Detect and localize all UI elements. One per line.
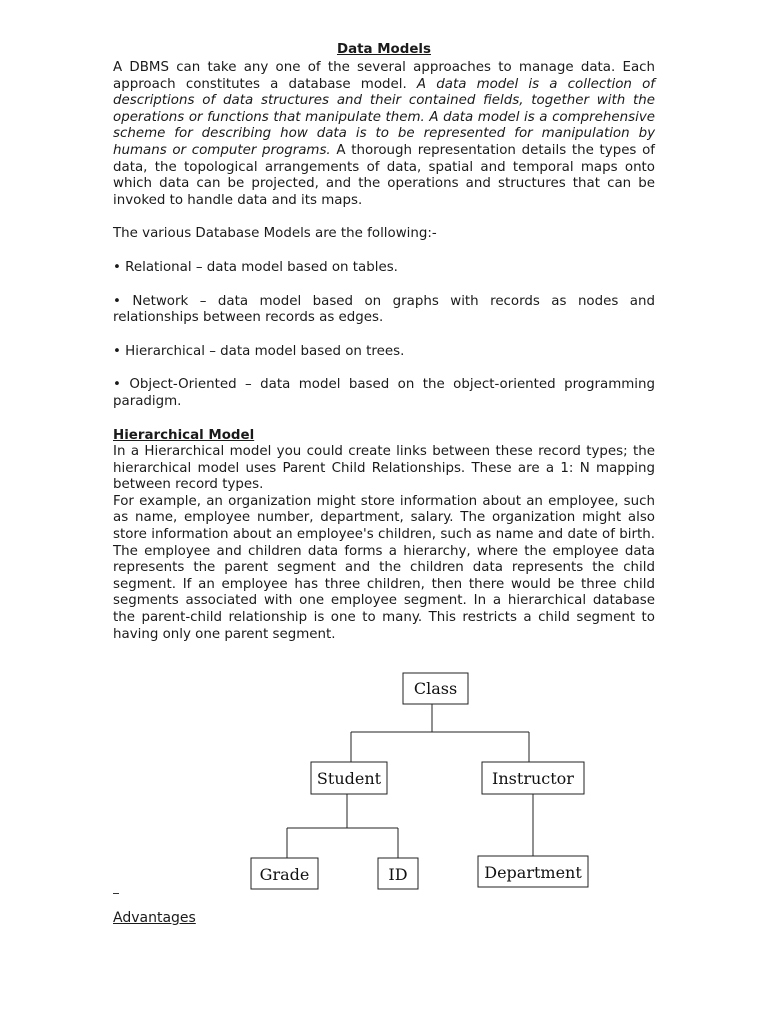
hierarchical-para-1: In a Hierarchical model you could create links between these record types; the hierarchical model uses Parent Child Relationships. These are a 1: N mapping between record types. bbox=[113, 444, 655, 493]
bullet-hierarchical: • Hierarchical – data model based on trees. bbox=[113, 343, 405, 359]
advantages-heading: Advantages bbox=[113, 910, 196, 926]
page-title: Data Models bbox=[336, 42, 431, 57]
node-grade-label: Grade bbox=[259, 865, 310, 884]
intro-text-1: A DBMS can take any one of the several approaches to manage data. Each approach constitutes a database model. bbox=[113, 60, 655, 92]
hierarchical-heading: Hierarchical Model bbox=[113, 427, 255, 443]
small-dash bbox=[113, 893, 119, 894]
bullet-object-oriented: • Object-Oriented – data model based on the object-oriented programming paradigm. bbox=[113, 377, 655, 409]
node-id-label: ID bbox=[388, 865, 408, 884]
node-department-label: Department bbox=[484, 863, 582, 882]
node-student-label: Student bbox=[316, 769, 382, 788]
intro-italic-definition: A data model is a collection of descriptions of data structures and their contained fields, together with the operations or functions that manipulate them. A data model is a comprehensive scheme for describing how data is to be represented for manipulation by humans or computer programs. bbox=[113, 76, 655, 158]
bullet-relational: • Relational – data model based on tables. bbox=[113, 259, 398, 275]
node-class-label: Class bbox=[413, 679, 458, 698]
bullet-network: • Network – data model based on graphs with records as nodes and relationships between records as edges. bbox=[113, 293, 655, 326]
intro-text-2: A thorough representation details the types of data, the topological arrangements of data, spatial and temporal maps onto which data can be projected, and the operations and structures that can be invoked to handle data and its maps. bbox=[113, 142, 655, 208]
hierarchical-para-2: For example, an organization might store information about an employee, such as name, employee number, department, salary. The organization might also store information about an employee's children, such as name and date of birth. The employee and children data forms a hierarchy, where the employee data represents the parent segment and the children data represents the child segment. If an employee has three children, then there would be three child segments associated with one employee segment. In a hierarchical database the parent-child relationship is one to many. This restricts a child segment to having only one parent segment. bbox=[113, 493, 655, 642]
node-instructor-label: Instructor bbox=[492, 769, 574, 788]
models-intro: The various Database Models are the following:- bbox=[113, 226, 437, 242]
